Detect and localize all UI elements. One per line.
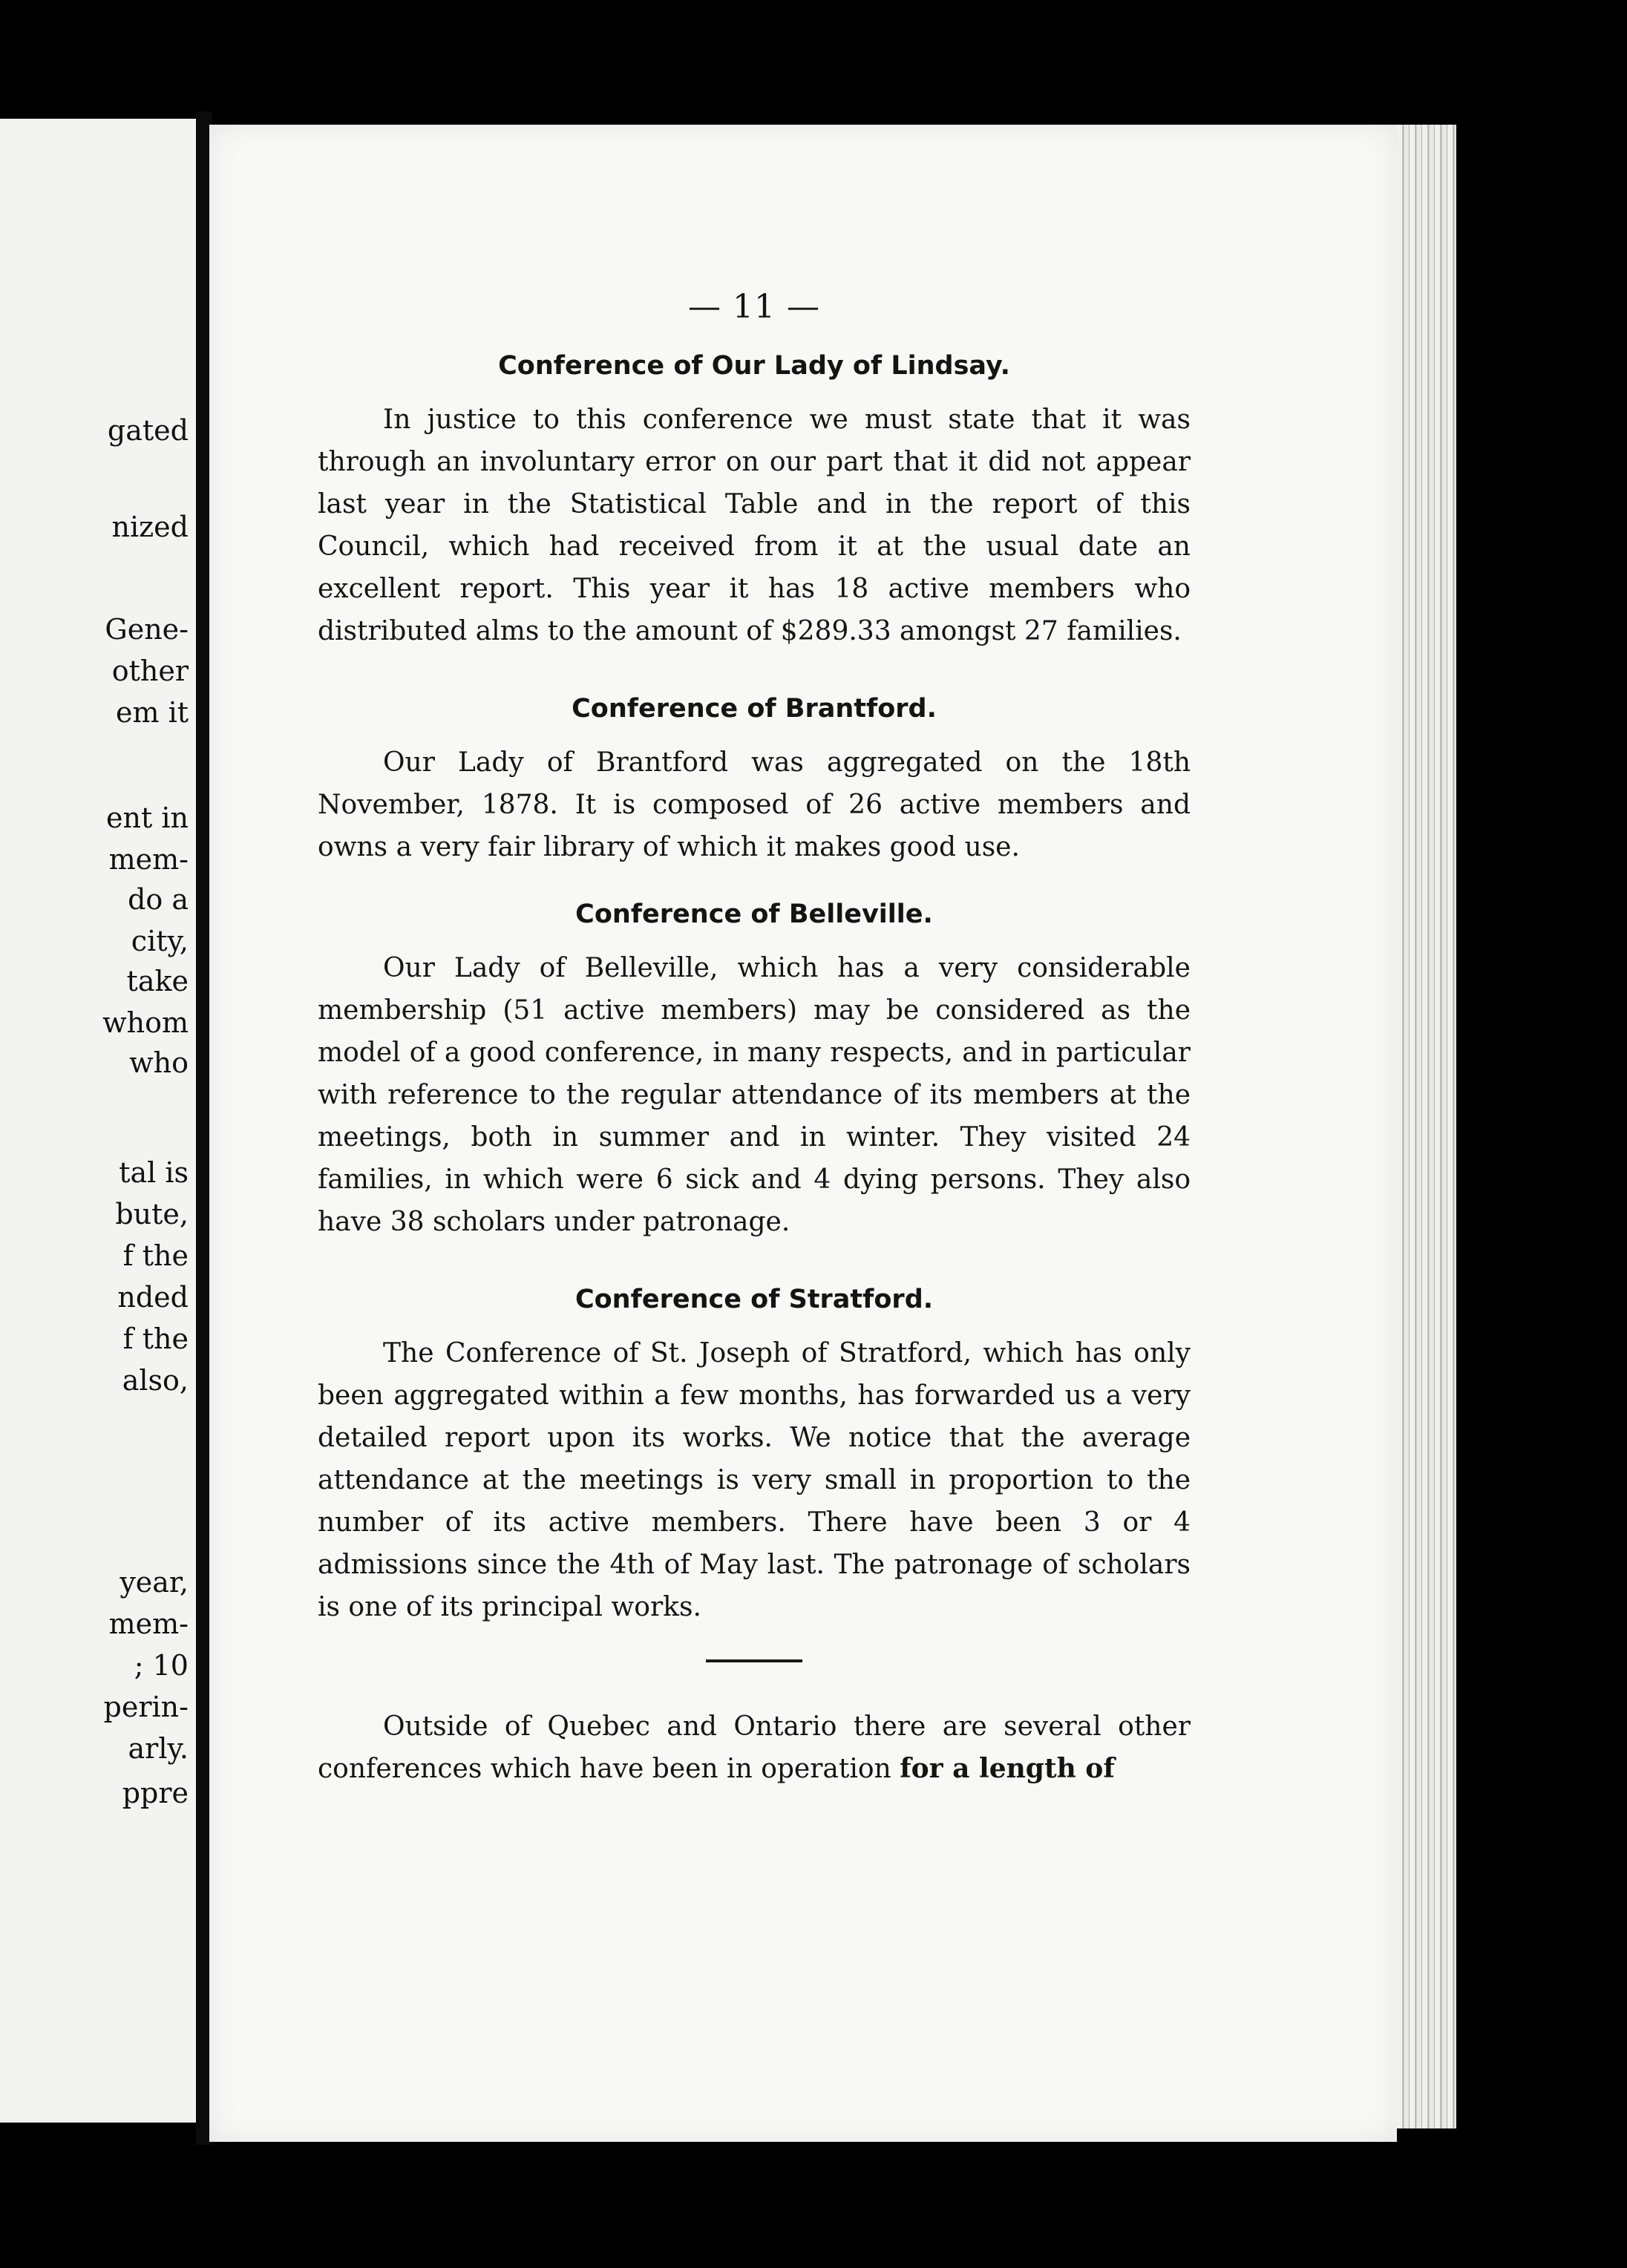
- fragment-text: ; 10: [134, 1649, 189, 1682]
- section-heading: Conference of Brantford.: [572, 694, 937, 724]
- fragment-text: mem-: [108, 1607, 189, 1640]
- fragment-text: f the: [122, 1323, 189, 1355]
- fragment-text: other: [111, 655, 189, 687]
- closing-text: Outside of Quebec and Ontario there are several other conferences which have been in operation: [318, 1711, 1191, 1784]
- section-paragraph: Our Lady of Belleville, which has a very considerable membership (51 active members) may be considered as the model of a good conference, in many respects, and in particular with reference to the regular attendance of its members at the meetings, both in summer and in winter. They visited 24 families, in which were 6 sick and 4 dying persons. They also have 38 scholars under patronage.: [318, 953, 1191, 1237]
- page-content: [318, 288, 1191, 1821]
- fragment-text: year,: [120, 1566, 189, 1599]
- fragment-text: also,: [122, 1364, 189, 1397]
- fragment-text: nded: [117, 1281, 189, 1314]
- previous-page-fragment: [0, 119, 200, 2123]
- section-heading: Conference of Our Lady of Lindsay.: [498, 351, 1010, 381]
- fragment-text: ppre: [122, 1777, 189, 1809]
- fragment-text: whom: [102, 1006, 189, 1039]
- section-paragraph: In justice to this conference we must state that it was through an involuntary error on our part that it did not appear last year in the Statistical Table and in the report of this Council, which had received from it at the usual date an excellent report. This year it has 18 active members who distributed alms to the amount of $289.33 amongst 27 families.: [318, 404, 1191, 646]
- section-heading: Conference of Belleville.: [575, 899, 933, 929]
- fragment-text: who: [129, 1046, 189, 1079]
- fragment-text: do a: [128, 883, 189, 916]
- page-number: — 11 —: [688, 288, 820, 326]
- page-edges: [1397, 125, 1456, 2128]
- fragment-text: Gene-: [105, 613, 189, 646]
- fragment-text: bute,: [115, 1198, 189, 1230]
- section-paragraph: The Conference of St. Joseph of Stratford, which has only been aggregated within a few months, has forwarded us a very detailed report upon its works. We notice that the average attendance at the meetings is very small in proportion to the number of its active members. There have been 3 or 4 admissions since the 4th of May last. The patronage of scholars is one of its principal works.: [318, 1338, 1191, 1622]
- fragment-text: arly.: [128, 1732, 189, 1765]
- section-heading: Conference of Stratford.: [574, 1285, 934, 1314]
- fragment-text: ent in: [106, 802, 189, 834]
- fragment-text: f the: [122, 1239, 189, 1272]
- fragment-text: mem-: [108, 843, 189, 876]
- fragment-text: city,: [131, 925, 189, 957]
- fragment-text: gated: [107, 414, 189, 447]
- fragment-text: perin-: [103, 1691, 189, 1723]
- fragment-text: nized: [111, 511, 189, 543]
- fragment-text: take: [126, 965, 189, 997]
- section-paragraph: Our Lady of Brantford was aggregated on the 18th November, 1878. It is composed of 26 active members and owns a very fair library of which it makes good use.: [318, 747, 1191, 862]
- closing-text-bold: for a length of: [900, 1753, 1115, 1784]
- fragment-text: em it: [115, 696, 189, 729]
- section-divider: [706, 1659, 802, 1662]
- fragment-text: tal is: [119, 1156, 189, 1189]
- closing-paragraph: [318, 1705, 1191, 1790]
